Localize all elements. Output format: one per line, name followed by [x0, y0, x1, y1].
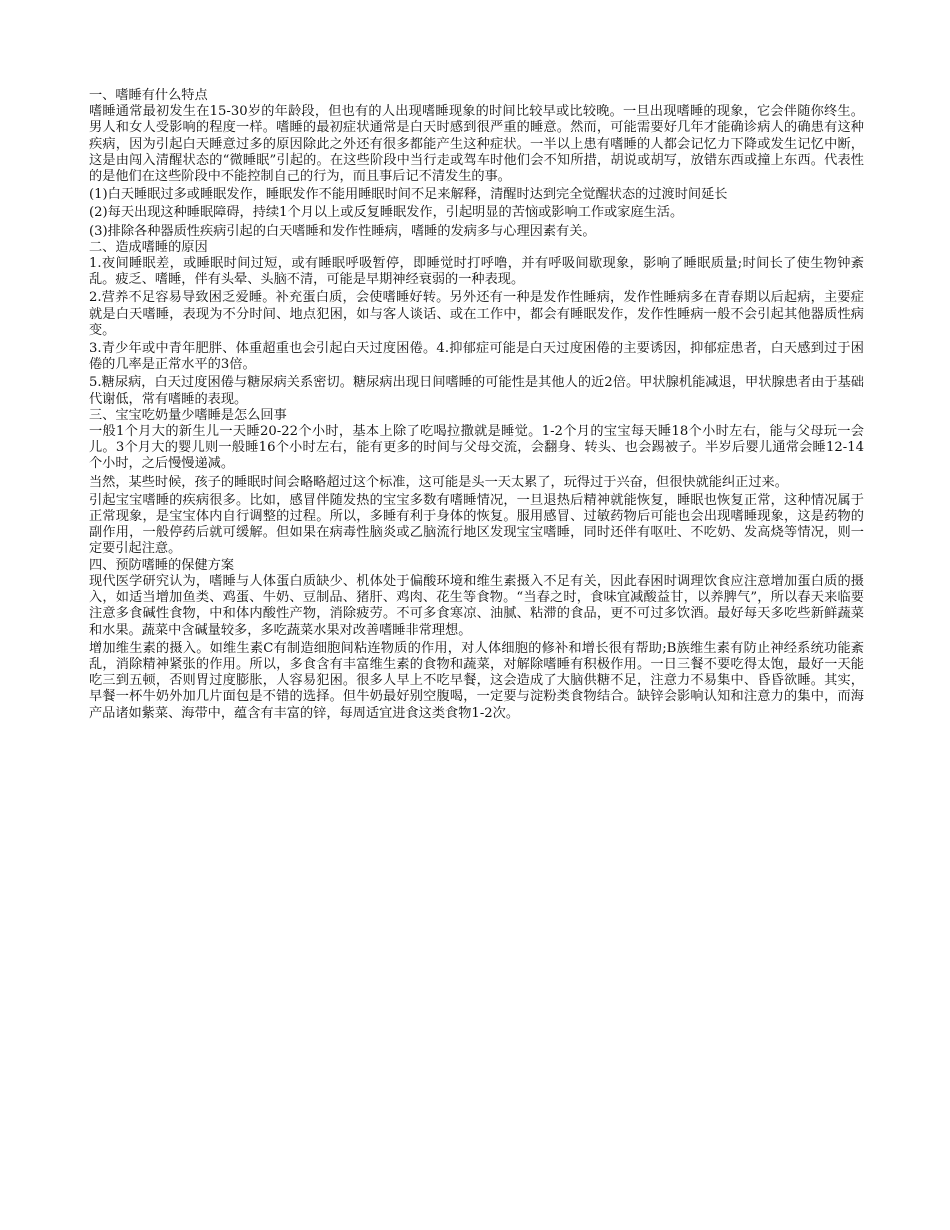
list-item: 2.营养不足容易导致困乏爱睡。补充蛋白质，会使嗜睡好转。另外还有一种是发作性睡病，发作性睡病多在青春期以后起病，主要症就是白天嗜睡，表现为不分时间、地点犯困，如与客人谈话、或在工作中，都会有睡眠发作，发作性睡病一般不会引起其他器质性病变。	[89, 290, 864, 338]
section-heading: 二、造成嗜睡的原因	[89, 239, 208, 255]
list-item: (3)排除各种器质性疾病引起的白天嗜睡和发作性睡病，嗜睡的发病多与心理因素有关。	[89, 223, 596, 239]
paragraph: 一般1个月大的新生儿一天睡20-22个小时，基本上除了吃喝拉撒就是睡觉。1-2个月的宝宝每天睡18个小时左右，能与父母玩一会儿。3个月大的婴儿则一般睡16个小时左右，能有更多的时间与父母交流，会翻身、转头、也会踢被子。半岁后婴儿通常会睡12-14个小时，之后慢慢递减。	[89, 424, 864, 472]
section-heading: 三、宝宝吃奶量少嗜睡是怎么回事	[89, 407, 287, 423]
list-item: 5.糖尿病，白天过度困倦与糖尿病关系密切。糖尿病出现日间嗜睡的可能性是其他人的近2倍。甲状腺机能减退，甲状腺患者由于基础代谢低，常有嗜睡的表现。	[89, 375, 864, 407]
paragraph: 当然，某些时候，孩子的睡眠时间会略略超过这个标准，这可能是头一天太累了，玩得过于兴奋，但很快就能纠正过来。	[89, 474, 788, 490]
list-item: 1.夜间睡眠差，或睡眠时间过短，或有睡眠呼吸暂停，即睡觉时打呼噜，并有呼吸间歇现象，影响了睡眠质量;时间长了使生物钟紊乱。疲乏、嗜睡，伴有头晕、头脑不清，可能是早期神经衰弱的一种表现。	[89, 256, 864, 288]
paragraph: 引起宝宝嗜睡的疾病很多。比如，感冒伴随发热的宝宝多数有嗜睡情况，一旦退热后精神就能恢复，睡眠也恢复正常，这种情况属于正常现象，是宝宝体内自行调整的过程。所以，多睡有利于身体的恢复。服用感冒、过敏药物后可能也会出现嗜睡现象，这是药物的副作用，一般停药后就可缓解。但如果在病毒性脑炎或乙脑流行地区发现宝宝嗜睡，同时还伴有呕吐、不吃奶、发高烧等情况，则一定要引起注意。	[89, 492, 864, 557]
section-heading: 一、嗜睡有什么特点	[89, 88, 208, 103]
list-item: (1)白天睡眠过多或睡眠发作，睡眠发作不能用睡眠时间不足来解释，清醒时达到完全觉醒状态的过渡时间延长	[89, 187, 728, 203]
document-body	[89, 88, 864, 722]
section-heading: 四、预防嗜睡的保健方案	[89, 557, 235, 573]
paragraph: 增加维生素的摄入。如维生素C有制造细胞间粘连物质的作用，对人体细胞的修补和增长很有帮助;B族维生素有防止神经系统功能紊乱，消除精神紧张的作用。所以，多食含有丰富维生素的食物和蔬菜，对解除嗜睡有积极作用。一日三餐不要吃得太饱，最好一天能吃三到五顿，否则胃过度膨胀，人容易犯困。很多人早上不吃早餐，这会造成了大脑供糖不足，注意力不易集中、昏昏欲睡。其实，早餐一杯牛奶外加几片面包是不错的选择。但牛奶最好别空腹喝，一定要与淀粉类食物结合。缺锌会影响认知和注意力的集中，而海产品诸如紫菜、海带中，蕴含有丰富的锌，每周适宜进食这类食物1-2次。	[89, 640, 864, 721]
paragraph: 现代医学研究认为，嗜睡与人体蛋白质缺少、机体处于偏酸环境和维生素摄入不足有关，因此春困时调理饮食应注意增加蛋白质的摄入，如适当增加鱼类、鸡蛋、牛奶、豆制品、猪肝、鸡肉、花生等食物。“当春之时，食味宜减酸益甘，以养脾气”，所以春天来临要注意多食碱性食物，中和体内酸性产物，消除疲劳。不可多食寒凉、油腻、粘滞的食品，更不可过多饮酒。最好每天多吃些新鲜蔬菜和水果。蔬菜中含碱量较多，多吃蔬菜水果对改善嗜睡非常理想。	[89, 573, 864, 638]
paragraph: 嗜睡通常最初发生在15-30岁的年龄段，但也有的人出现嗜睡现象的时间比较早或比较晚。一旦出现嗜睡的现象，它会伴随你终生。男人和女人受影响的程度一样。嗜睡的最初症状通常是白天时感到很严重的睡意。然而，可能需要好几年才能确诊病人的确患有这种疾病，因为引起白天睡意过多的原因除此之外还有很多都能产生这种症状。一半以上患有嗜睡的人都会记忆力下降或发生记忆中断，这是由闯入清醒状态的“微睡眠”引起的。在这些阶段中当行走或驾车时他们会不知所措，胡说或胡写，放错东西或撞上东西。代表性的是他们在这些阶段中不能控制自己的行为，而且事后记不清发生的事。	[89, 104, 864, 185]
section-baby-sleep	[89, 408, 864, 558]
section-causes	[89, 240, 864, 408]
list-item: 3.青少年或中青年肥胖、体重超重也会引起白天过度困倦。4.抑郁症可能是白天过度困倦的主要诱因，抑郁症患者，白天感到过于困倦的几率是正常水平的3倍。	[89, 341, 864, 373]
section-prevention	[89, 558, 864, 722]
section-characteristics	[89, 88, 864, 240]
list-item: (2)每天出现这种睡眠障碍，持续1个月以上或反复睡眠发作，引起明显的苦恼或影响工作或家庭生活。	[89, 205, 684, 221]
